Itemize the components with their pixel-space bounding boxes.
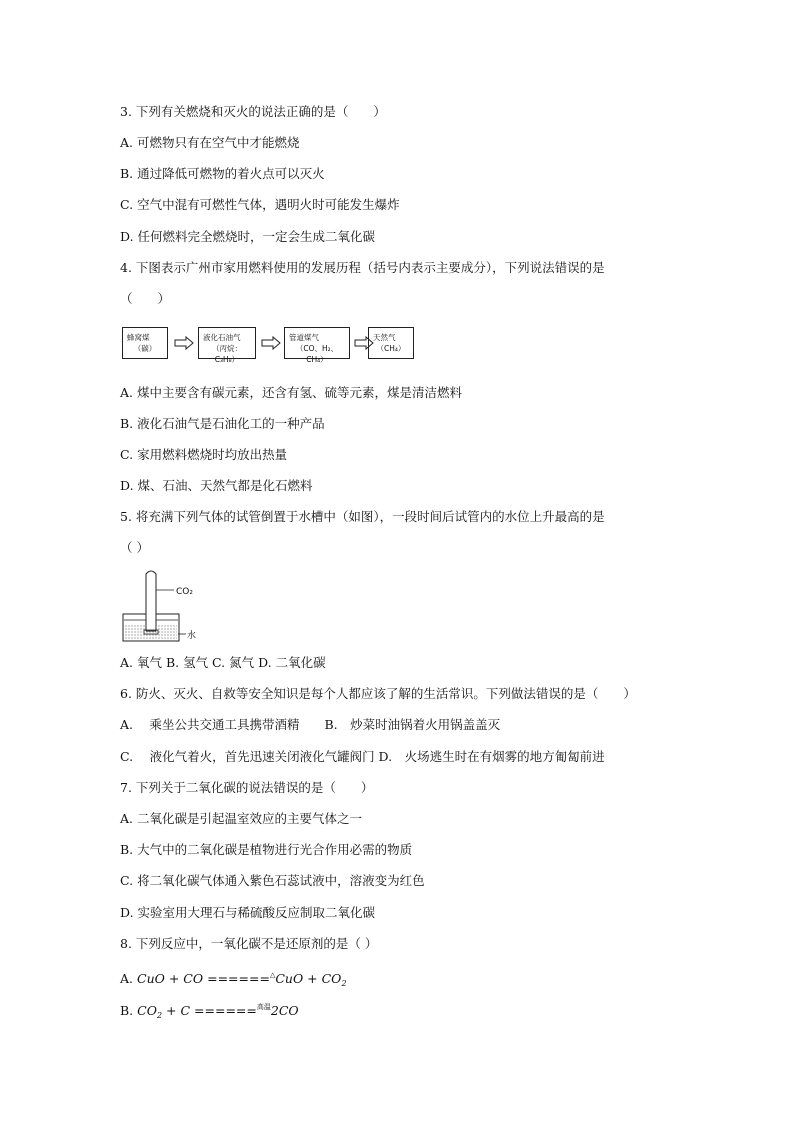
q3-option-c: C. 空气中混有可燃性气体，遇明火时可能发生爆炸 [120,197,400,212]
flow-box-sub: （CH₄） [376,344,406,353]
q7-option-d: D. 实验室用大理石与稀硫酸反应制取二氧化碳 [120,905,376,920]
q4-paren: （ ） [120,291,171,306]
flow-box-lpg [198,327,256,364]
flow-box-pipeline-gas [284,327,350,364]
equation-sign: + C ====== [162,1003,257,1018]
q6-options-cd: C. 液化气着火，首先迅速关闭液化气罐阀门 D. 火场逃生时在有烟雾的地方匍匐前进 [120,749,605,764]
equation-b: $CO_2 + C ======^{高温}2CO$ [137,1003,299,1020]
equation-rhs: 2CO [270,1003,299,1018]
option-label: A. [120,971,134,986]
reaction-condition: 高温 [256,1003,271,1011]
q7-stem: 7. 下列关于二氧化碳的说法错误的是（ ） [120,780,374,795]
test-tube [146,571,156,631]
q7-option-a: A. 二氧化碳是引起温室效应的主要气体之一 [120,811,362,826]
arrow-right-icon [174,336,194,350]
q5-paren: （ ） [120,540,149,555]
q5-stem: 5. 将充满下列气体的试管倒置于水槽中（如图），一段时间后试管内的水位上升最高的是 [120,509,605,524]
q3-option-a: A. 可燃物只有在空气中才能燃烧 [120,135,300,150]
flow-box-label: 管道煤气 [289,333,319,342]
equation-rhs: CuO + CO [275,971,342,986]
gas-label: CO₂ [176,587,193,597]
q6-options-ab: A. 乘坐公共交通工具携带酒精 B. 炒菜时油锅着火用锅盖盖灭 [120,717,501,732]
equation-lhs: CO [137,1003,157,1018]
flow-box-sub: （碳） [133,344,157,353]
inverted-test-tube-figure [122,568,212,643]
arrow-right-icon [261,336,281,350]
flow-box-label: 液化石油气 [203,333,241,342]
q8-option-b [120,998,299,1025]
q8-option-a [120,966,347,993]
flow-box-label: 蜂窝煤 [127,333,150,342]
equation-sign: ====== [207,971,270,986]
q3-option-d: D. 任何燃料完全燃烧时，一定会生成二氧化碳 [120,229,376,244]
q3-option-b: B. 通过降低可燃物的着火点可以灭火 [120,166,325,181]
flow-box-sub: （丙烷：C₃H₈） [212,344,242,364]
flow-box-sub: （CO、H₂、CH₄） [295,344,339,364]
water-label: 水 [187,631,197,641]
q7-option-c: C. 将二氧化碳气体通入紫色石蕊试液中，溶液变为红色 [120,873,425,888]
equation-lhs: CuO + CO [137,971,204,986]
q6-stem: 6. 防火、灭火、自救等安全知识是每个人都应该了解的生活常识。下列做法错误的是（ ） [120,686,636,701]
q8-stem: 8. 下列反应中，一氧化碳不是还原剂的是（ ） [120,936,378,951]
q4-option-d: D. 煤、石油、天然气都是化石燃料 [120,478,313,493]
q5-options: A. 氧气 B. 氢气 C. 氮气 D. 二氧化碳 [120,655,326,670]
flow-box-honeycomb-coal [122,327,168,359]
q4-stem: 4. 下图表示广州市家用燃料使用的发展历程（括号内表示主要成分），下列说法错误的是 [120,260,605,275]
reaction-condition: △ [269,971,276,979]
q4-option-a: A. 煤中主要含有碳元素，还含有氢、硫等元素，煤是清洁燃料 [120,385,462,400]
q4-option-b: B. 液化石油气是石油化工的一种产品 [120,416,325,431]
option-label: B. [120,1003,134,1018]
q4-option-c: C. 家用燃料燃烧时均放出热量 [120,447,288,462]
flow-box-natural-gas [368,327,414,359]
equation-a: CuO + CO $======^\triangle CuO + CO_2$ [137,971,347,988]
q7-option-b: B. 大气中的二氧化碳是植物进行光合作用必需的物质 [120,842,413,857]
q3-stem: 3. 下列有关燃烧和灭火的说法正确的是（ ） [120,104,386,119]
flow-box-label: 天然气 [373,333,396,342]
